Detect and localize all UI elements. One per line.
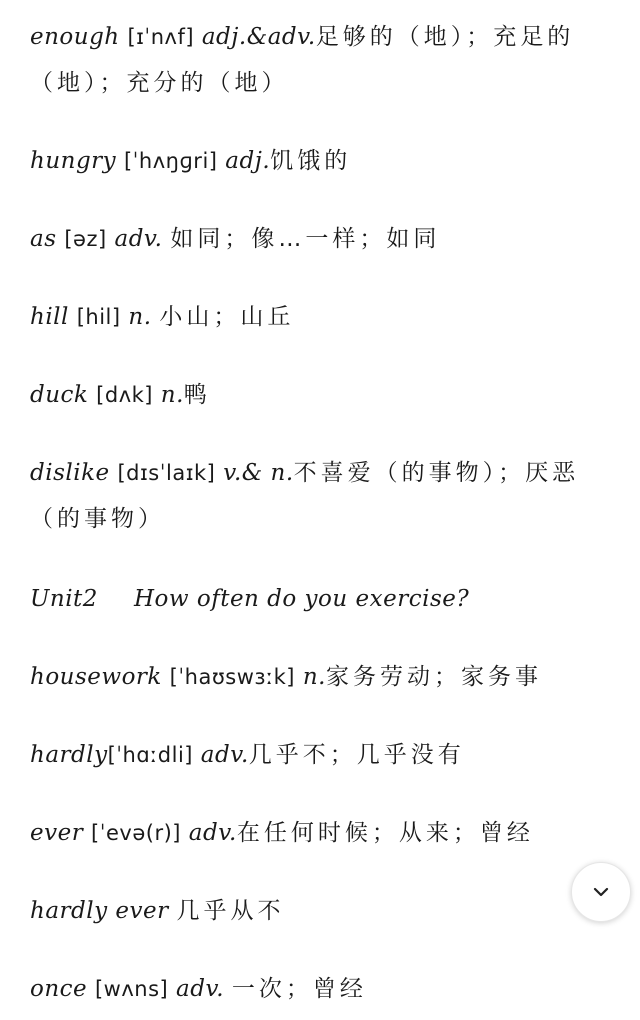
entry-part-of-speech: adv. bbox=[188, 820, 237, 846]
entry-part-of-speech: adv. bbox=[200, 742, 249, 768]
list-item bbox=[30, 654, 620, 700]
list-item bbox=[30, 14, 620, 106]
entry-word: hardly bbox=[30, 742, 108, 768]
list-item bbox=[30, 888, 620, 934]
entry-word: ever bbox=[30, 820, 84, 846]
list-item bbox=[30, 138, 620, 184]
list-item bbox=[30, 216, 620, 262]
entry-word: as bbox=[30, 226, 57, 252]
entry-phonetic: [dɪsˈlaɪk] bbox=[117, 461, 216, 485]
entry-word: housework bbox=[30, 664, 162, 690]
entry-meaning: 鸭 bbox=[183, 382, 211, 408]
entry-part-of-speech: v.& n. bbox=[223, 460, 294, 486]
list-item bbox=[30, 450, 620, 542]
entry-phonetic: [wʌns] bbox=[94, 977, 169, 1001]
list-item bbox=[30, 372, 620, 418]
entry-meaning: 如同；像…一样；如同 bbox=[170, 226, 441, 252]
entry-part-of-speech: n. bbox=[160, 382, 184, 408]
entry-word: enough bbox=[30, 24, 120, 50]
entry-meaning: 足够的（地）；充足的（地）；充分的（地） bbox=[30, 24, 575, 96]
entry-meaning: 饥饿的 bbox=[270, 148, 352, 174]
entry-word: hardly ever bbox=[30, 898, 169, 924]
entry-part-of-speech: n. bbox=[128, 304, 152, 330]
entry-word: duck bbox=[30, 382, 89, 408]
entry-word: once bbox=[30, 976, 88, 1002]
list-item bbox=[30, 732, 620, 778]
entry-meaning: 在任何时候；从来；曾经 bbox=[236, 820, 534, 846]
entry-part-of-speech: n. bbox=[302, 664, 326, 690]
entry-word: hill bbox=[30, 304, 69, 330]
entry-meaning: 小山；山丘 bbox=[159, 304, 295, 330]
entry-phonetic: [ɪˈnʌf] bbox=[127, 25, 195, 49]
list-item bbox=[30, 810, 620, 856]
entry-part-of-speech: adj.&adv. bbox=[201, 24, 316, 50]
entry-phonetic: [ˈevə(r)] bbox=[91, 821, 181, 845]
entry-phonetic: [hil] bbox=[76, 305, 121, 329]
chevron-down-icon bbox=[592, 886, 610, 898]
entry-meaning: 家务劳动；家务事 bbox=[325, 664, 542, 690]
entry-phonetic: [ˈhaʊswɜːk] bbox=[169, 665, 295, 689]
list-item bbox=[30, 294, 620, 340]
unit-heading bbox=[30, 576, 620, 622]
unit-label: Unit2 bbox=[30, 586, 98, 612]
entry-phonetic: [əz] bbox=[64, 227, 107, 251]
entry-part-of-speech: adv. bbox=[114, 226, 163, 252]
list-item bbox=[30, 966, 620, 1012]
entry-phonetic: [ˈhɑːdli] bbox=[107, 743, 193, 767]
entry-meaning: 几乎不；几乎没有 bbox=[248, 742, 465, 768]
entry-phonetic: [ˈhʌŋɡri] bbox=[123, 149, 218, 173]
entry-meaning: 不喜爱（的事物）；厌恶（的事物） bbox=[30, 460, 580, 532]
unit-title: How often do you exercise? bbox=[133, 586, 470, 612]
entry-meaning: 几乎从不 bbox=[176, 898, 285, 924]
entry-meaning: 一次；曾经 bbox=[231, 976, 367, 1002]
entry-part-of-speech: adv. bbox=[176, 976, 225, 1002]
entry-part-of-speech: adj. bbox=[225, 148, 271, 174]
scroll-down-button[interactable] bbox=[571, 862, 631, 922]
entry-phonetic: [dʌk] bbox=[96, 383, 153, 407]
entry-word: dislike bbox=[30, 460, 110, 486]
entry-word: hungry bbox=[30, 148, 117, 174]
